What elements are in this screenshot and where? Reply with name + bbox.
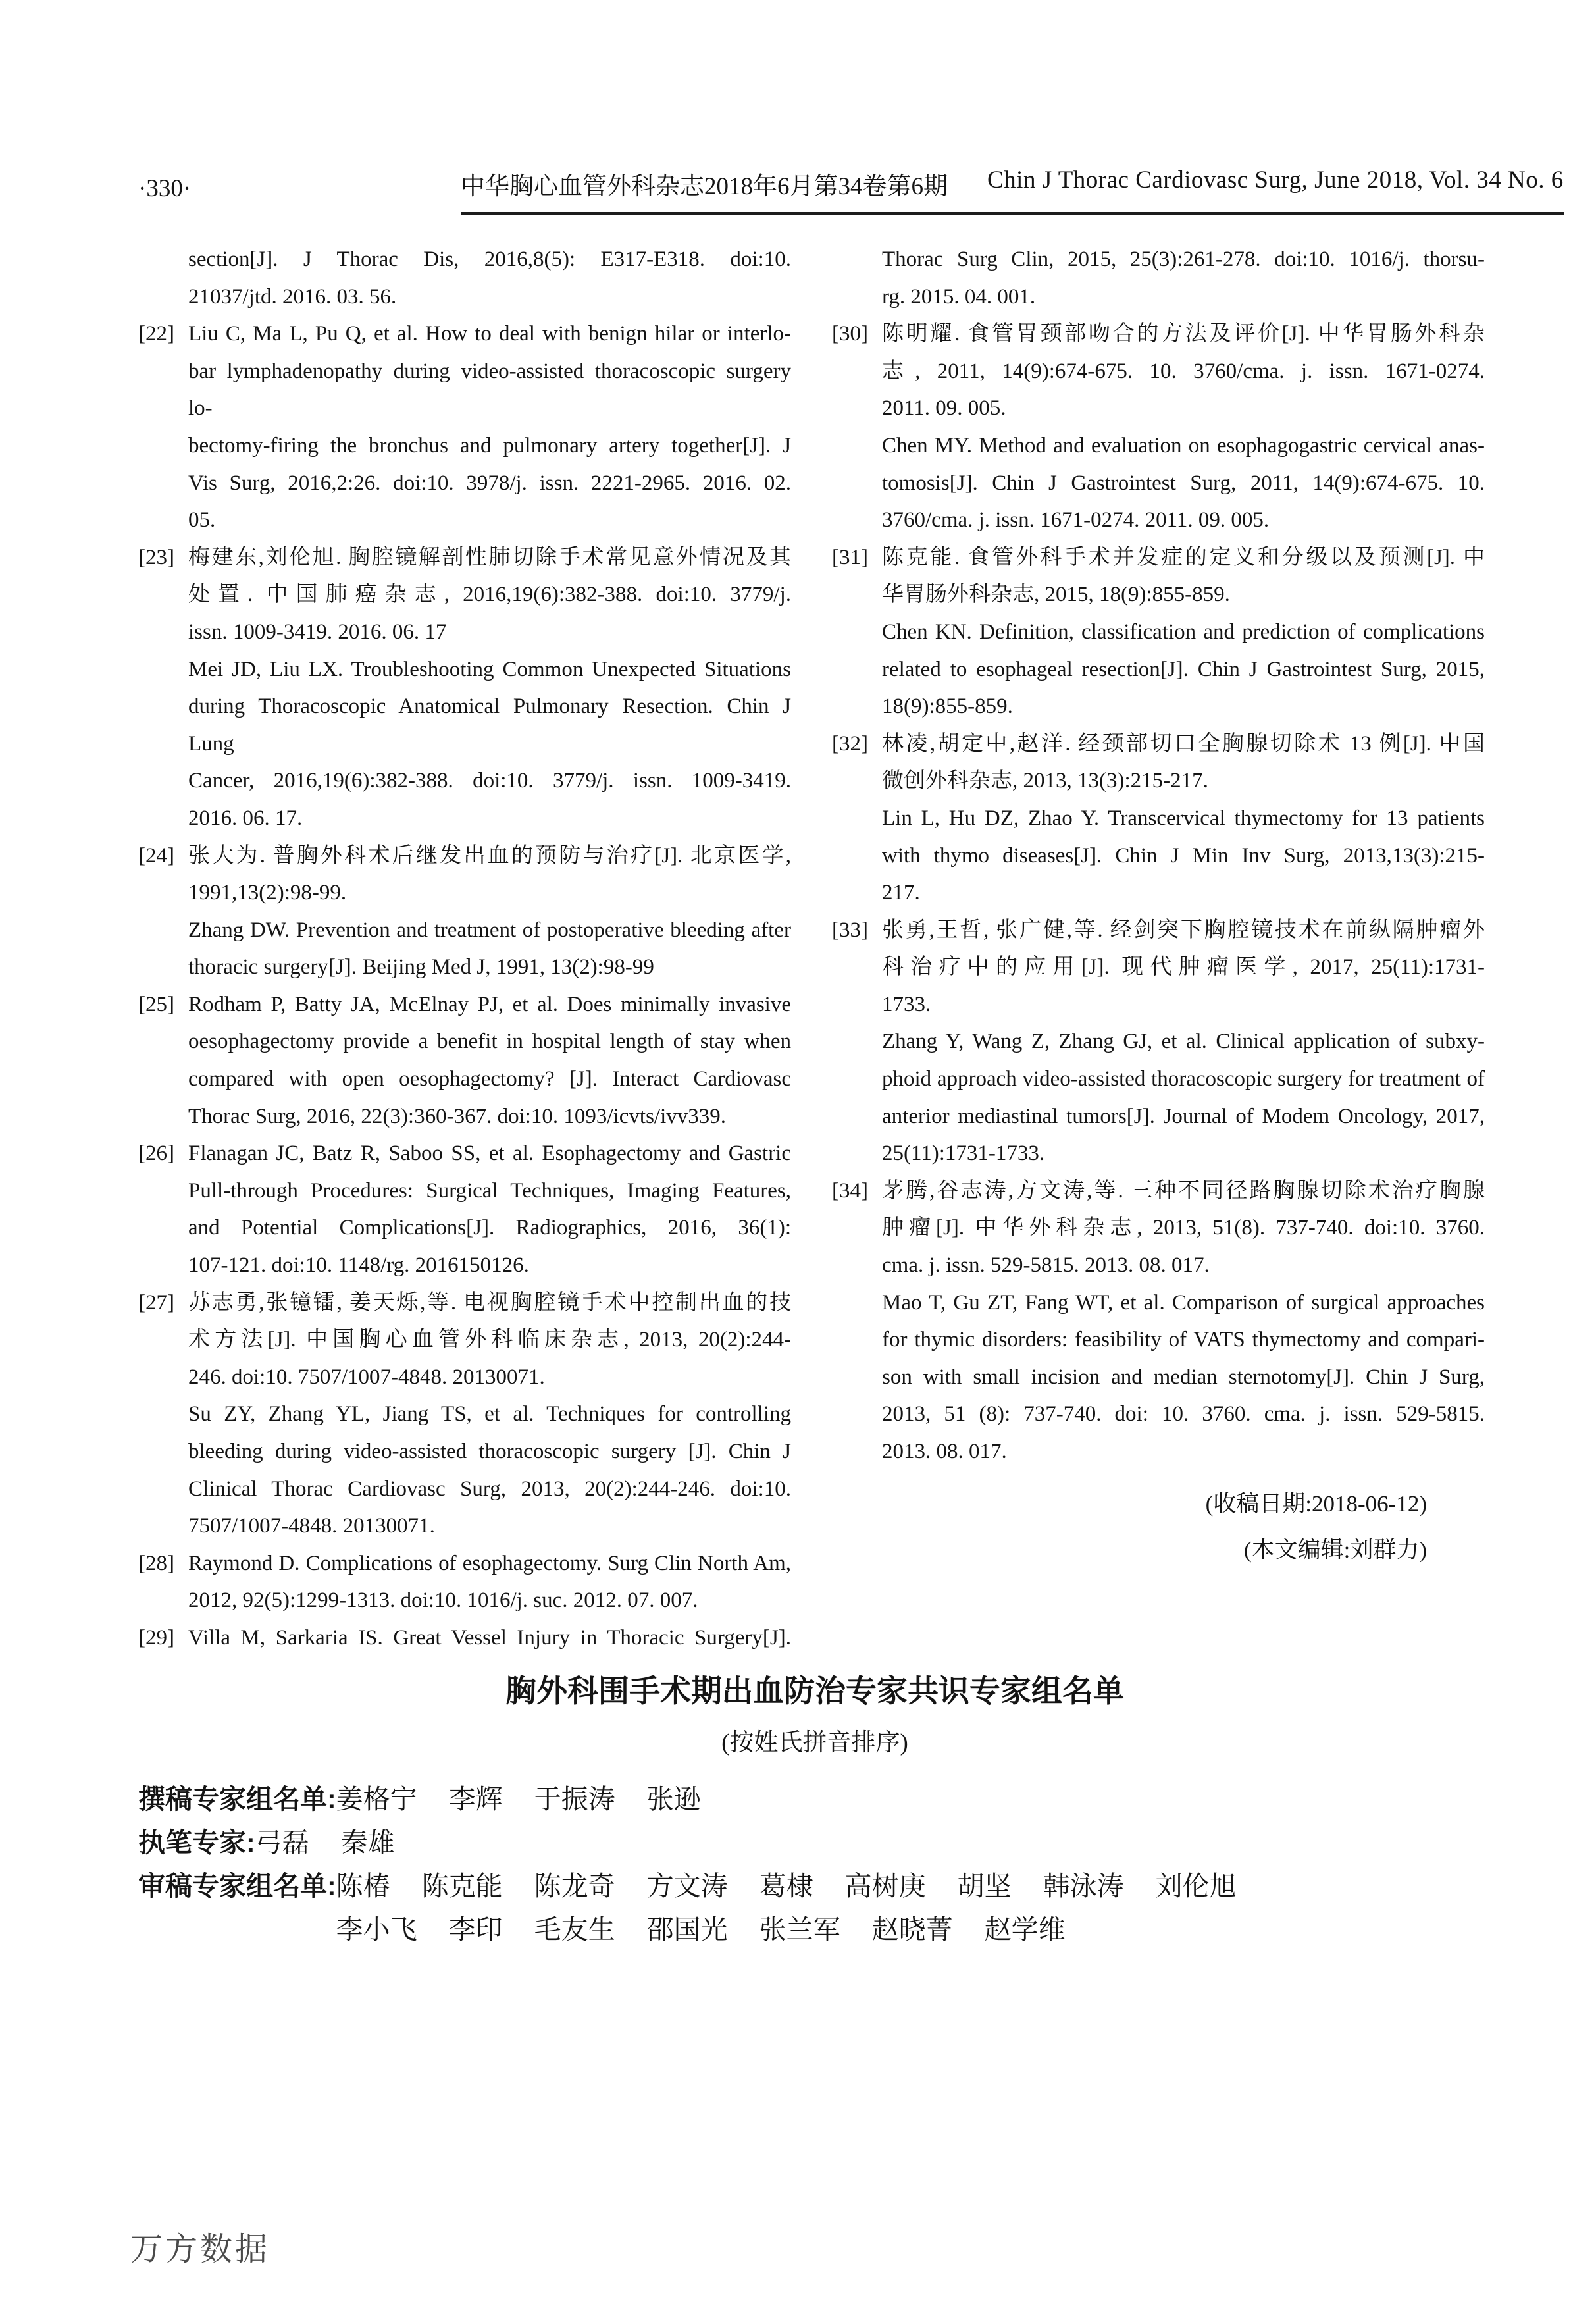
reference-line: 2013, 51 (8): 737-740. doi: 10. 3760. cma. j. issn. 529-5815. [882,1402,1485,1427]
reference-number: [31] [832,545,868,569]
reference-line: 张勇,王哲, 张广健,等. 经剑突下胸腔镜技术在前纵隔肿瘤外 [882,918,1485,942]
expert-name: 张兰军 [759,1914,840,1945]
panel-row-label: 执笔专家: [138,1827,255,1858]
editor-note: (本文编辑:刘群力) [1243,1536,1427,1563]
reference-number: [33] [832,918,868,942]
names-line [336,1777,1491,1821]
reference-line: oesophagectomy provide a benefit in hospital length of stay when [188,1030,791,1054]
reference-line: 术方法[J]. 中国胸心血管外科临床杂志, 2013, 20(2):244- [188,1328,791,1352]
reference-item [138,241,791,315]
expert-name: 高树庚 [844,1871,926,1901]
reference-line: 107-121. doi:10. 1148/rg. 2016150126. [188,1253,529,1278]
reference-line: 志, 2011, 14(9):674-675. 10. 3760/cma. j. issn. 1671-0274. [882,359,1485,383]
expert-panel-rows [138,1777,1491,1951]
reference-line: 2013. 08. 017. [882,1440,1007,1463]
expert-name: 胡坚 [957,1871,1012,1901]
reference-line: Pull-through Procedures: Surgical Techniques, Imaging Features, [188,1178,791,1203]
journal-title-en: Chin J Thorac Cardiovasc Surg, June 2018, Vol. 34 No. 6 [987,167,1564,194]
reference-line: 217. [882,881,920,905]
expert-name: 刘伦旭 [1155,1871,1237,1901]
reference-line: 246. doi:10. 7507/1007-4848. 20130071. [188,1365,545,1389]
reference-line: 1991,13(2):98-99. [188,881,347,905]
reference-line: 25(11):1731-1733. [882,1141,1045,1166]
reference-line: Mao T, Gu ZT, Fang WT, et al. Comparison of surgical approaches [882,1290,1485,1315]
reference-line: 微创外科杂志, 2013, 13(3):215-217. [882,769,1208,793]
expert-panel-section [138,1671,1491,1951]
reference-line: rg. 2015. 04. 001. [882,284,1036,309]
reference-line: 18(9):855-859. [882,694,1013,719]
references-left-column [138,241,791,1657]
expert-name: 赵学维 [984,1914,1066,1945]
reference-number: [22] [138,322,174,346]
reference-paragraph [882,1172,1485,1284]
reference-line: 林凌,胡定中,赵洋. 经颈部切口全胸腺切除术 13 例[J]. 中国 [882,731,1485,756]
reference-line: cma. j. issn. 529-5815. 2013. 08. 017. [882,1253,1210,1278]
reference-line: issn. 1009-3419. 2016. 06. 17 [188,619,447,644]
reference-paragraph [882,725,1485,800]
wanfang-watermark: 万方数据 [130,2232,270,2267]
reference-line: 科治疗中的应用[J]. 现代肿瘤医学, 2017, 25(11):1731- [882,955,1485,980]
expert-name: 秦雄 [340,1827,395,1858]
reference-line: 华胃肠外科杂志, 2015, 18(9):855-859. [882,583,1230,607]
expert-name: 李辉 [448,1784,503,1814]
reference-line: son with small incision and median sternotomy[J]. Chin J Surg, [882,1365,1485,1389]
expert-name: 姜格宁 [336,1784,417,1814]
reference-number: [23] [138,545,174,569]
reference-paragraph [188,912,791,986]
reference-item [138,539,791,837]
reference-paragraph [882,800,1485,912]
expert-name: 毛友生 [534,1914,615,1945]
expert-name: 赵晓菁 [871,1914,953,1945]
reference-paragraph [188,539,791,651]
reference-paragraph [188,651,791,837]
panel-row-names [255,1821,1491,1864]
reference-line: with thymo diseases[J]. Chin J Min Inv Surg, 2013,13(3):215- [882,843,1485,868]
reference-line: related to esophageal resection[J]. Chin J Gastrointest Surg, 2015, [882,657,1485,681]
reference-item [832,539,1485,725]
names-line [255,1821,1491,1864]
reference-item [138,1135,791,1284]
reference-paragraph [188,241,791,315]
reference-paragraph [882,539,1485,614]
reference-line: Thorac Surg Clin, 2015, 25(3):261-278. doi:10. 1016/j. thorsu- [882,248,1485,271]
reference-line: Cancer, 2016,19(6):382-388. doi:10. 3779/j. issn. 1009-3419. [188,769,791,793]
reference-line: 苏志勇,张镱镭, 姜天烁,等. 电视胸腔镜手术中控制出血的技 [188,1290,791,1315]
reference-line: 2016. 06. 17. [188,806,303,830]
reference-number: [28] [138,1551,174,1575]
reference-line: 陈明耀. 食管胃颈部吻合的方法及评价[J]. 中华胃肠外科杂 [882,322,1485,346]
expert-name: 张逊 [646,1784,701,1814]
reference-line: 3760/cma. j. issn. 1671-0274. 2011. 09. 005. [882,508,1270,533]
reference-paragraph [188,1135,791,1284]
reference-line: tomosis[J]. Chin J Gastrointest Surg, 2011, 14(9):674-675. 10. [882,471,1485,495]
reference-line: 张大为. 普胸外科术后继发出血的预防与治疗[J]. 北京医学, [188,843,791,868]
reference-line: Zhang DW. Prevention and treatment of postoperative bleeding after [188,918,791,942]
reference-line: Chen MY. Method and evaluation on esophagogastric cervical anas- [882,433,1485,458]
expert-name: 邵国光 [646,1914,728,1945]
reference-line: Su ZY, Zhang YL, Jiang TS, et al. Techniques for controlling [188,1402,791,1427]
reference-line: and Potential Complications[J]. Radiographics, 2016, 36(1): [188,1216,791,1240]
reference-line: 05. [188,508,216,533]
reference-line: bectomy-firing the bronchus and pulmonary artery together[J]. J [188,433,791,458]
expert-name: 葛棣 [759,1871,813,1901]
reference-item [138,315,791,539]
reference-line: compared with open oesophagectomy? [J]. Interact Cardiovasc [188,1067,791,1091]
reference-number: [27] [138,1290,174,1315]
reference-number: [32] [832,731,868,756]
reference-line: 处置. 中国肺癌杂志, 2016,19(6):382-388. doi:10. 3779/j. [188,583,791,607]
journal-title-rule [461,166,1564,215]
expert-name: 韩泳涛 [1043,1871,1124,1901]
reference-line: Lin L, Hu DZ, Zhao Y. Transcervical thymectomy for 13 patients [882,806,1485,830]
reference-item [138,986,791,1135]
expert-panel-row [138,1864,1491,1951]
reference-line: 肿瘤[J]. 中华外科杂志, 2013, 51(8). 737-740. doi:10. 3760. [882,1216,1485,1240]
reference-line: for thymic disorders: feasibility of VATS thymectomy and compari- [882,1328,1485,1352]
reference-line: during Thoracoscopic Anatomical Pulmonary Resection. Chin J Lung [188,694,791,756]
reference-line: Raymond D. Complications of esophagectomy. Surg Clin North Am, [188,1551,791,1575]
reference-line: bleeding during video-assisted thoracoscopic surgery [J]. Chin J [188,1440,791,1463]
reference-line: Rodham P, Batty JA, McElnay PJ, et al. Does minimally invasive [188,992,791,1016]
reference-number: [29] [138,1625,174,1650]
reference-line: Flanagan JC, Batz R, Saboo SS, et al. Esophagectomy and Gastric [188,1141,791,1166]
reference-item [138,1284,791,1545]
reference-paragraph [882,241,1485,315]
reference-number: [26] [138,1141,174,1166]
reference-line: bar lymphadenopathy during video-assisted thoracoscopic surgery lo- [188,359,791,421]
panel-row-names [336,1864,1491,1951]
reference-paragraph [882,614,1485,725]
names-line [336,1908,1491,1951]
reference-line: thoracic surgery[J]. Beijing Med J, 1991, 13(2):98-99 [188,955,654,980]
reference-number: [30] [832,322,868,346]
reference-line: anterior mediastinal tumors[J]. Journal of Modem Oncology, 2017, [882,1104,1485,1128]
expert-name: 于振涛 [534,1784,615,1814]
reference-item [832,1172,1485,1471]
panel-row-names [336,1777,1491,1821]
expert-name: 李印 [448,1914,503,1945]
reference-paragraph [188,986,791,1135]
panel-row-label: 撰稿专家组名单: [138,1784,336,1814]
reference-number: [25] [138,992,174,1016]
reference-paragraph [882,1284,1485,1471]
expert-panel-subtitle: (按姓氏拼音排序) [721,1729,908,1756]
reference-item [138,1619,791,1657]
received-date: (收稿日期:2018-06-12) [1205,1490,1427,1517]
reference-line: phoid approach video-assisted thoracoscopic surgery for treatment of [882,1067,1485,1091]
reference-item [138,1545,791,1619]
reference-line: 2012, 92(5):1299-1313. doi:10. 1016/j. suc. 2012. 07. 007. [188,1588,698,1613]
reference-paragraph [188,315,791,539]
panel-row-label: 审稿专家组名单: [138,1871,336,1901]
reference-paragraph [188,1396,791,1544]
reference-line: Vis Surg, 2016,2:26. doi:10. 3978/j. issn. 2221-2965. 2016. 02. [188,471,791,495]
expert-name: 陈椿 [336,1871,390,1901]
reference-line: 2011. 09. 005. [882,396,1006,421]
expert-name: 方文涛 [646,1871,728,1901]
expert-name: 弓磊 [255,1827,309,1858]
reference-line: Liu C, Ma L, Pu Q, et al. How to deal with benign hilar or interlo- [188,322,791,346]
reference-item [138,837,791,986]
reference-paragraph [882,427,1485,539]
reference-line: 陈克能. 食管外科手术并发症的定义和分级以及预测[J]. 中 [882,545,1485,569]
reference-paragraph [188,837,791,912]
reference-line: Thorac Surg, 2016, 22(3):360-367. doi:10. 1093/icvts/ivv339. [188,1104,726,1128]
expert-panel-row [138,1777,1491,1821]
expert-name: 李小飞 [336,1914,417,1945]
reference-line: Zhang Y, Wang Z, Zhang GJ, et al. Clinical application of subxy- [882,1030,1485,1054]
reference-line: Mei JD, Liu LX. Troubleshooting Common Unexpected Situations [188,657,791,681]
reference-line: 1733. [882,992,931,1016]
reference-line: Villa M, Sarkaria IS. Great Vessel Injury in Thoracic Surgery[J]. [188,1625,791,1650]
reference-line: section[J]. J Thorac Dis, 2016,8(5): E317-E318. doi:10. [188,248,791,271]
reference-number: [34] [832,1178,868,1203]
reference-paragraph [882,1023,1485,1172]
reference-paragraph [188,1619,791,1657]
reference-line: Chen KN. Definition, classification and prediction of complications [882,619,1485,644]
reference-paragraph [188,1284,791,1396]
expert-name: 陈克能 [421,1871,503,1901]
reference-line: 7507/1007-4848. 20130071. [188,1514,435,1538]
reference-item [832,725,1485,912]
page-number: ·330· [138,175,192,202]
reference-item [832,241,1485,315]
expert-panel-row [138,1821,1491,1864]
reference-number: [24] [138,843,174,868]
expert-name: 陈龙奇 [534,1871,615,1901]
references-right-column [832,241,1485,1657]
reference-line: Clinical Thorac Cardiovasc Surg, 2013, 20(2):244-246. doi:10. [188,1477,791,1501]
reference-paragraph [882,315,1485,427]
reference-paragraph [882,912,1485,1024]
names-line [336,1864,1491,1908]
reference-paragraph [188,1545,791,1619]
reference-line: 茅腾,谷志涛,方文涛,等. 三种不同径路胸腺切除术治疗胸腺 [882,1178,1485,1203]
reference-item [832,912,1485,1172]
references-section [138,241,1485,1657]
reference-line: 21037/jtd. 2016. 03. 56. [188,284,397,309]
reference-line: 梅建东,刘伦旭. 胸腔镜解剖性肺切除手术常见意外情况及其 [188,545,791,569]
journal-title-cn: 中华胸心血管外科杂志2018年6月第34卷第6期 [461,173,948,200]
page-header [138,166,1564,215]
reference-item [832,315,1485,539]
expert-panel-title: 胸外科围手术期出血防治专家共识专家组名单 [505,1673,1124,1708]
